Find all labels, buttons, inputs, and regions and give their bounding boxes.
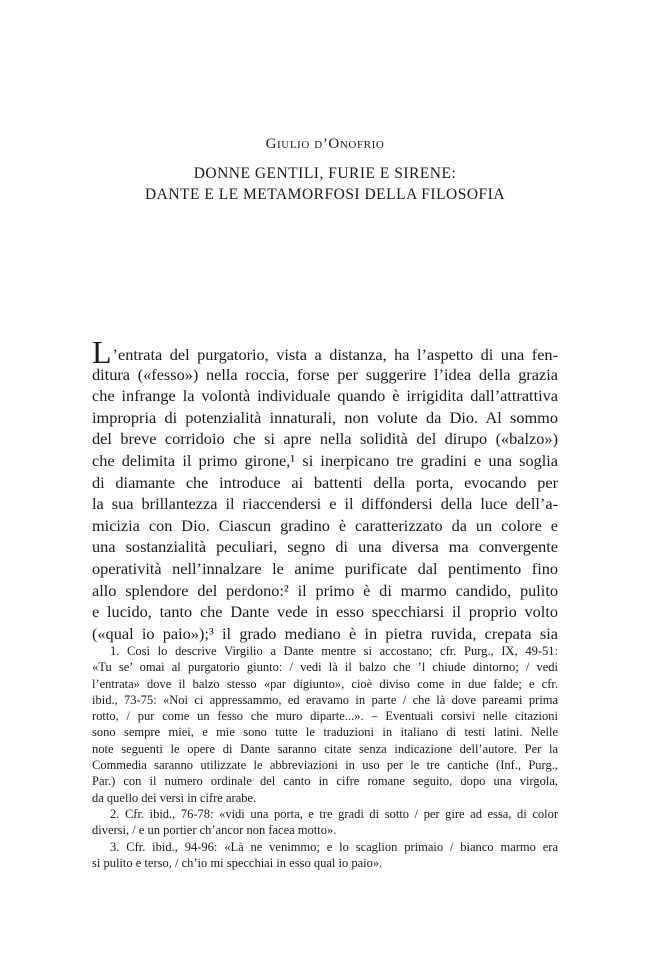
body-line: che infrange la volontà individuale quando è irrigidita dall’attrattiva [92,386,558,406]
body-line: di diamante che introduce ai battenti della porta, evocando per [92,472,558,492]
footnote-1-line: l’entrata» dove il balzo stesso «par digiunto», cioè diviso come in due falde; e cfr. [92,676,558,691]
body-line: ditura («fesso») nella roccia, forse per suggerire l’idea della grazia [92,364,558,384]
footnote-2-line: diversi, / e un portier ch’ancor non facea motto». [92,823,337,838]
footnote-1-line: 1. Così lo descrive Virgilio a Dante mentre si accostano; cfr. Purg., IX, 49-51: [110,644,558,658]
footnote-3-line: sì pulito e terso, / ch’io mi specchiai in esso qual io paio». [92,855,383,870]
footnote-1-line: note seguenti le opere di Dante saranno citate senza indicazione dell’autore. Per la [92,741,558,756]
footnote-1-line: ibid., 73-75: «Noi ci appressammo, ed eravamo in parte / che là dove pareami prima [92,692,558,707]
body-text [92,334,558,644]
body-line: una sostanzialità peculiari, segno di una diversa ma convergente [92,537,558,557]
footnote-1-line: «Tu se’ omai al purgatorio giunto: / vedi là il balzo che ’l chiude dintorno; / vedi [92,660,558,675]
footnote-3-line: 3. Cfr. ibid., 94-96: «Là ne venimmo; e lo scaglion primaio / bianco marmo era [110,839,558,854]
title-line-1: DONNE GENTILI, FURIE E SIRENE: [193,165,457,182]
footnote-1-line: sono sempre miei, e mie sono tutte le traduzioni in italiano di testi latini. Nelle [92,725,558,740]
body-line: e lucido, tanto che Dante vede in esso specchiarsi il proprio volto [92,602,558,622]
body-line: («qual io paio»);³ il grado mediano è in pietra ruvida, crepata sia [92,623,558,643]
body-line: L’entrata del purgatorio, vista a distanza, ha l’aspetto di una fen- [92,334,558,370]
body-line: impropria di potenzialità innaturali, non volute da Dio. Al sommo [92,407,558,427]
body-line: che delimita il primo girone,¹ si inerpicano tre gradini e una soglia [92,450,558,470]
footnote-1-line: Par.) con il numero ordinale del canto in cifre romane seguito, dopo una virgola, [92,774,558,789]
footnotes [92,643,558,871]
footnote-1-line: da quello dei versi in cifre arabe. [92,790,257,805]
body-line: micizia con Dio. Ciascun gradino è caratterizzato da un colore e [92,515,558,535]
drop-cap: L [92,334,112,370]
body-line: la sua brillantezza il riaccendersi e il diffondersi della luce dell’a- [92,494,558,514]
footnote-1-line: rotto, / pur come un fesso che muro diparte...». – Eventuali corsivi nelle citazioni [92,709,558,724]
body-line: del breve corridoio che si apre nella solidità del dirupo («balzo») [92,429,558,449]
footnote-1-line: Commedia saranno utilizzate le abbreviazioni in uso per le tre cantiche (Inf., Purg., [92,758,558,773]
body-line: allo splendore del perdono:² il primo è di marmo candido, pulito [92,580,558,600]
chapter-title [0,163,650,205]
title-line-2: DANTE E LE METAMORFOSI DELLA FILOSOFIA [144,186,506,203]
body-line: operatività nell’innalzare le anime purificate dal pentimento fino [92,558,558,578]
footnote-2-line: 2. Cfr. ibid., 76-78: «vidi una porta, e tre gradi di sotto / per gire ad essa, di color [110,806,558,821]
author-name: Giulio d’Onofrio [265,136,385,152]
